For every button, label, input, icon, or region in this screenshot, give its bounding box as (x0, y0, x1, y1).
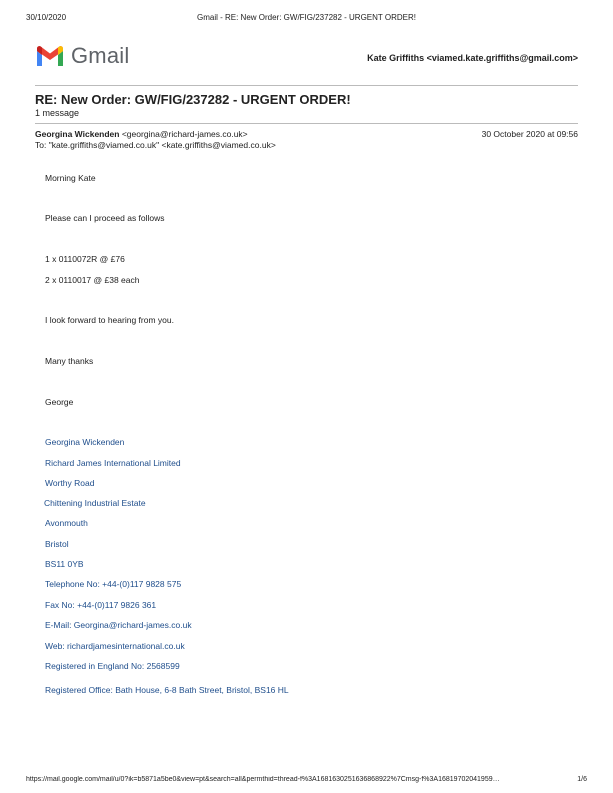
gmail-wordmark: Gmail (71, 43, 130, 68)
signature-company: Richard James International Limited (45, 458, 181, 468)
body-line: George (45, 397, 74, 407)
signature-address-line: Worthy Road (45, 478, 95, 488)
signature-email-link[interactable]: E-Mail: Georgina@richard-james.co.uk (45, 620, 192, 630)
sender-email: <georgina@richard-james.co.uk> (121, 129, 248, 139)
body-line: Please can I proceed as follows (45, 213, 165, 223)
signature-postcode: BS11 0YB (45, 559, 84, 569)
body-line: 2 x 0110017 @ £38 each (45, 275, 140, 285)
subject-divider (35, 123, 578, 124)
signature-name: Georgina Wickenden (45, 437, 125, 447)
page-number: 1/6 (577, 776, 587, 783)
print-title: Gmail - RE: New Order: GW/FIG/237282 - URGENT ORDER! (196, 13, 416, 22)
recipient-line: To: "kate.griffiths@viamed.co.uk" <kate.griffiths@viamed.co.uk> (35, 140, 276, 150)
thread-subject: RE: New Order: GW/FIG/237282 - URGENT ORDER! (35, 92, 351, 107)
body-line: Morning Kate (45, 173, 96, 183)
page-url: https://mail.google.com/mail/u/0?ik=b5871a5be0&view=pt&search=all&permthid=thread-f%3A1681630251636868922%7Cmsg-f%3A16819702041959… (26, 776, 500, 783)
signature-address-line: Bristol (45, 539, 69, 549)
signature-registration: Registered in England No: 2568599 (45, 661, 180, 671)
body-line: Many thanks (45, 356, 94, 366)
sender-name: Georgina Wickenden (35, 129, 120, 139)
signature-registered-office: Registered Office: Bath House, 6-8 Bath Street, Bristol, BS16 HL (45, 685, 289, 695)
header-divider (35, 85, 578, 86)
print-date: 30/10/2020 (26, 13, 67, 22)
body-line: 1 x 0110072R @ £76 (45, 254, 125, 264)
message-date: 30 October 2020 at 09:56 (481, 129, 578, 139)
body-line: I look forward to hearing from you. (45, 315, 174, 325)
signature-address-line: Avonmouth (45, 518, 88, 528)
signature-address-line: Chittening Industrial Estate (44, 498, 146, 508)
account-label: Kate Griffiths <viamed.kate.griffiths@gmail.com> (367, 53, 578, 63)
gmail-m-icon (35, 45, 65, 68)
message-count: 1 message (35, 108, 80, 118)
signature-telephone: Telephone No: +44-(0)117 9828 575 (45, 579, 182, 589)
gmail-logo[interactable] (35, 43, 129, 69)
signature-fax: Fax No: +44-(0)117 9826 361 (45, 600, 157, 610)
signature-web-link[interactable]: Web: richardjamesinternational.co.uk (45, 641, 185, 651)
sender-line (35, 129, 248, 139)
